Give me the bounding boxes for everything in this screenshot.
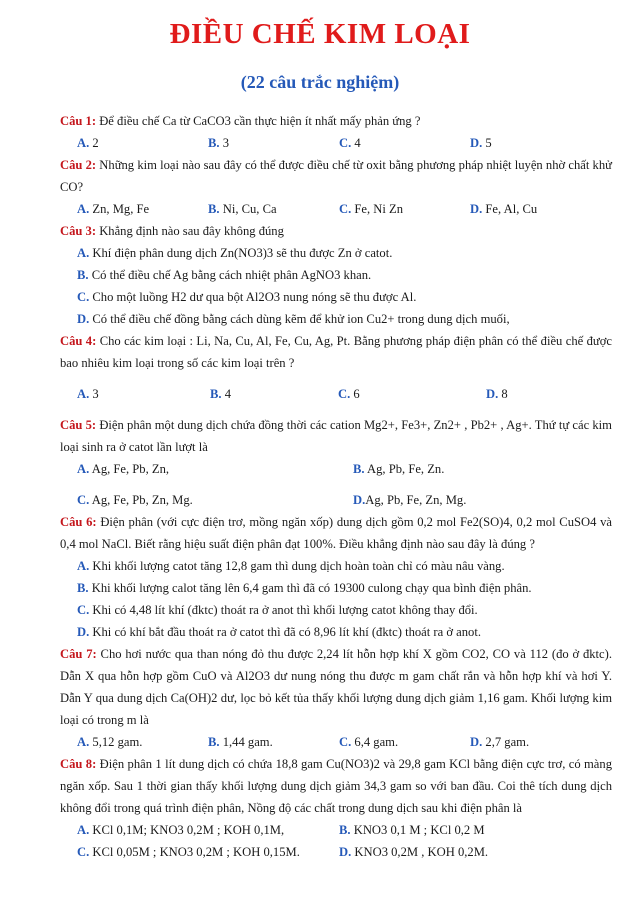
option-d[interactable]: D. KNO3 0,2M , KOH 0,2M. <box>339 845 489 859</box>
option-c[interactable]: C. 6 <box>338 387 360 401</box>
question-8-options-row1 <box>60 819 612 841</box>
question-label: Câu 1: <box>60 114 97 128</box>
option-a[interactable]: A. Zn, Mg, Fe <box>77 202 150 216</box>
option-d[interactable]: D. Fe, Al, Cu <box>470 202 538 216</box>
option-b[interactable]: B. Ag, Pb, Fe, Zn. <box>353 462 445 476</box>
option-d[interactable]: D. 2,7 gam. <box>470 735 530 749</box>
option-a[interactable]: A. 5,12 gam. <box>77 735 143 749</box>
question-text: Cho các kim loại : Li, Na, Cu, Al, Fe, Cu, Ag, Pt. Bằng phương pháp điện phân có thể điều chế được bao nhiêu kim loại trong số các kim loại trên ? <box>60 334 612 370</box>
question-label: Câu 4: <box>60 334 97 348</box>
option-b[interactable]: B. 3 <box>208 136 230 150</box>
option-d[interactable]: D. 8 <box>486 387 508 401</box>
question-7 <box>60 643 612 731</box>
option-c[interactable]: C. Fe, Ni Zn <box>339 202 404 216</box>
question-label: Câu 5: <box>60 418 97 432</box>
question-8 <box>60 753 612 819</box>
option-a[interactable]: A. 2 <box>77 136 99 150</box>
question-2 <box>60 154 612 198</box>
question-7-options <box>60 731 612 753</box>
question-5 <box>60 414 612 458</box>
question-5-options-row1 <box>60 458 612 480</box>
question-label: Câu 7: <box>60 647 97 661</box>
question-8-options-row2 <box>60 841 612 863</box>
option-b[interactable]: B. 4 <box>210 387 232 401</box>
option-c[interactable]: C. Ag, Fe, Pb, Zn, Mg. <box>77 493 193 507</box>
option-c[interactable]: C. 6,4 gam. <box>339 735 399 749</box>
question-text: Điện phân 1 lít dung dịch có chứa 18,8 gam Cu(NO3)2 và 29,8 gam KCl bằng điện cực trơ, có màng ngăn xốp. Sau 1 thời gian thấy khối lượng dung dịch giảm 34,3 gam so với ban đầu. Coi thê tích dung dịch không đổi trong quá trình điện phân, Nồng độ các chất trong dung dịch sau khi điện phân là <box>60 757 612 815</box>
question-4-options <box>60 383 612 405</box>
question-label: Câu 8: <box>60 757 97 771</box>
question-1-options <box>60 132 612 154</box>
option-c[interactable]: C. KCl 0,05M ; KNO3 0,2M ; KOH 0,15M. <box>77 845 300 859</box>
option-b[interactable]: B. Khi khối lượng calot tăng lên 6,4 gam thì đã có 19300 culong chạy qua bình điện phân. <box>77 581 532 595</box>
question-text: Để điều chế Ca từ CaCO3 cần thực hiện ít nhất mấy phản ứng ? <box>96 114 421 128</box>
option-d[interactable]: D. 5 <box>470 136 492 150</box>
option-a[interactable]: A. Khí điện phân dung dịch Zn(NO3)3 sẽ thu được Zn ở catot. <box>77 246 393 260</box>
option-a[interactable]: A. KCl 0,1M; KNO3 0,2M ; KOH 0,1M, <box>77 823 285 837</box>
page-title: ĐIỀU CHẾ KIM LOẠI <box>169 18 471 50</box>
option-b[interactable]: B. KNO3 0,1 M ; KCl 0,2 M <box>339 823 485 837</box>
question-label: Câu 6: <box>60 515 97 529</box>
question-text: Khẳng định nào sau đây không đúng <box>96 224 284 238</box>
question-list <box>60 110 612 863</box>
question-3 <box>60 220 612 242</box>
option-b[interactable]: B. Ni, Cu, Ca <box>208 202 277 216</box>
question-6 <box>60 511 612 555</box>
question-label: Câu 3: <box>60 224 97 238</box>
page-subtitle: (22 câu trắc nghiệm) <box>240 72 400 92</box>
option-c[interactable]: C. Cho một luồng H2 dư qua bột Al2O3 nung nóng sẽ thu được Al. <box>77 290 417 304</box>
question-1 <box>60 110 612 132</box>
option-c[interactable]: C. 4 <box>339 136 361 150</box>
option-c[interactable]: C. Khi có 4,48 lít khí (đktc) thoát ra ở anot thì khối lượng catot không thay đổi. <box>77 603 478 617</box>
question-4 <box>60 330 612 374</box>
option-d[interactable]: D. Khi có khí bắt đầu thoát ra ở catot thì đã có 8,96 lít khí (đktc) thoát ra ở anot. <box>77 625 481 639</box>
question-text: Điện phân một dung dịch chứa đồng thời các cation Mg2+, Fe3+, Zn2+ , Pb2+ , Ag+. Thứ tự các kim loại sinh ra ở catot lần lượt là <box>60 418 612 454</box>
question-text: Điện phân (với cực điện trơ, mồng ngăn xốp) dung dịch gồm 0,2 mol Fe2(SO)4, 0,2 mol CuSO4 và 0,4 mol NaCl. Biết rằng hiệu suất điện phân đạt 100%. Điều khẳng định nào sau đây là đúng ? <box>60 515 612 551</box>
option-a[interactable]: A. Khi khối lượng catot tăng 12,8 gam thì dung dịch hoàn toàn chỉ có màu nâu vàng. <box>77 559 505 573</box>
option-a[interactable]: A. Ag, Fe, Pb, Zn, <box>77 462 170 476</box>
question-label: Câu 2: <box>60 158 97 172</box>
question-2-options <box>60 198 612 220</box>
option-a[interactable]: A. 3 <box>77 387 99 401</box>
question-text: Những kim loại nào sau đây có thể được điều chế từ oxit bằng phương pháp nhiệt luyện nhờ chất khử CO? <box>60 158 612 194</box>
option-b[interactable]: B. 1,44 gam. <box>208 735 273 749</box>
option-b[interactable]: B. Có thể điều chế Ag bằng cách nhiệt phân AgNO3 khan. <box>77 268 372 282</box>
question-text: Cho hơi nước qua than nóng đỏ thu được 2,24 lít hỗn hợp khí X gồm CO2, CO và 112 (đo ở đktc). Dẫn X qua hỗn hợp gồm CuO và Al2O3 dư nung nóng thu được m gam chất rắn và hỗn hợp khí và hơi Y. Dẫn Y qua dung dịch Ca(OH)2 dư, lọc bỏ kết tủa thấy khối lượng dung dịch giảm 1,16 gam. Khối lượng kim loại có trong m là <box>60 647 612 727</box>
option-d[interactable]: D.Ag, Pb, Fe, Zn, Mg. <box>353 493 467 507</box>
option-d[interactable]: D. Có thể điều chế đồng bằng cách dùng kẽm để khử ion Cu2+ trong dung dịch muối, <box>77 312 510 326</box>
question-5-options-row2 <box>60 489 612 511</box>
